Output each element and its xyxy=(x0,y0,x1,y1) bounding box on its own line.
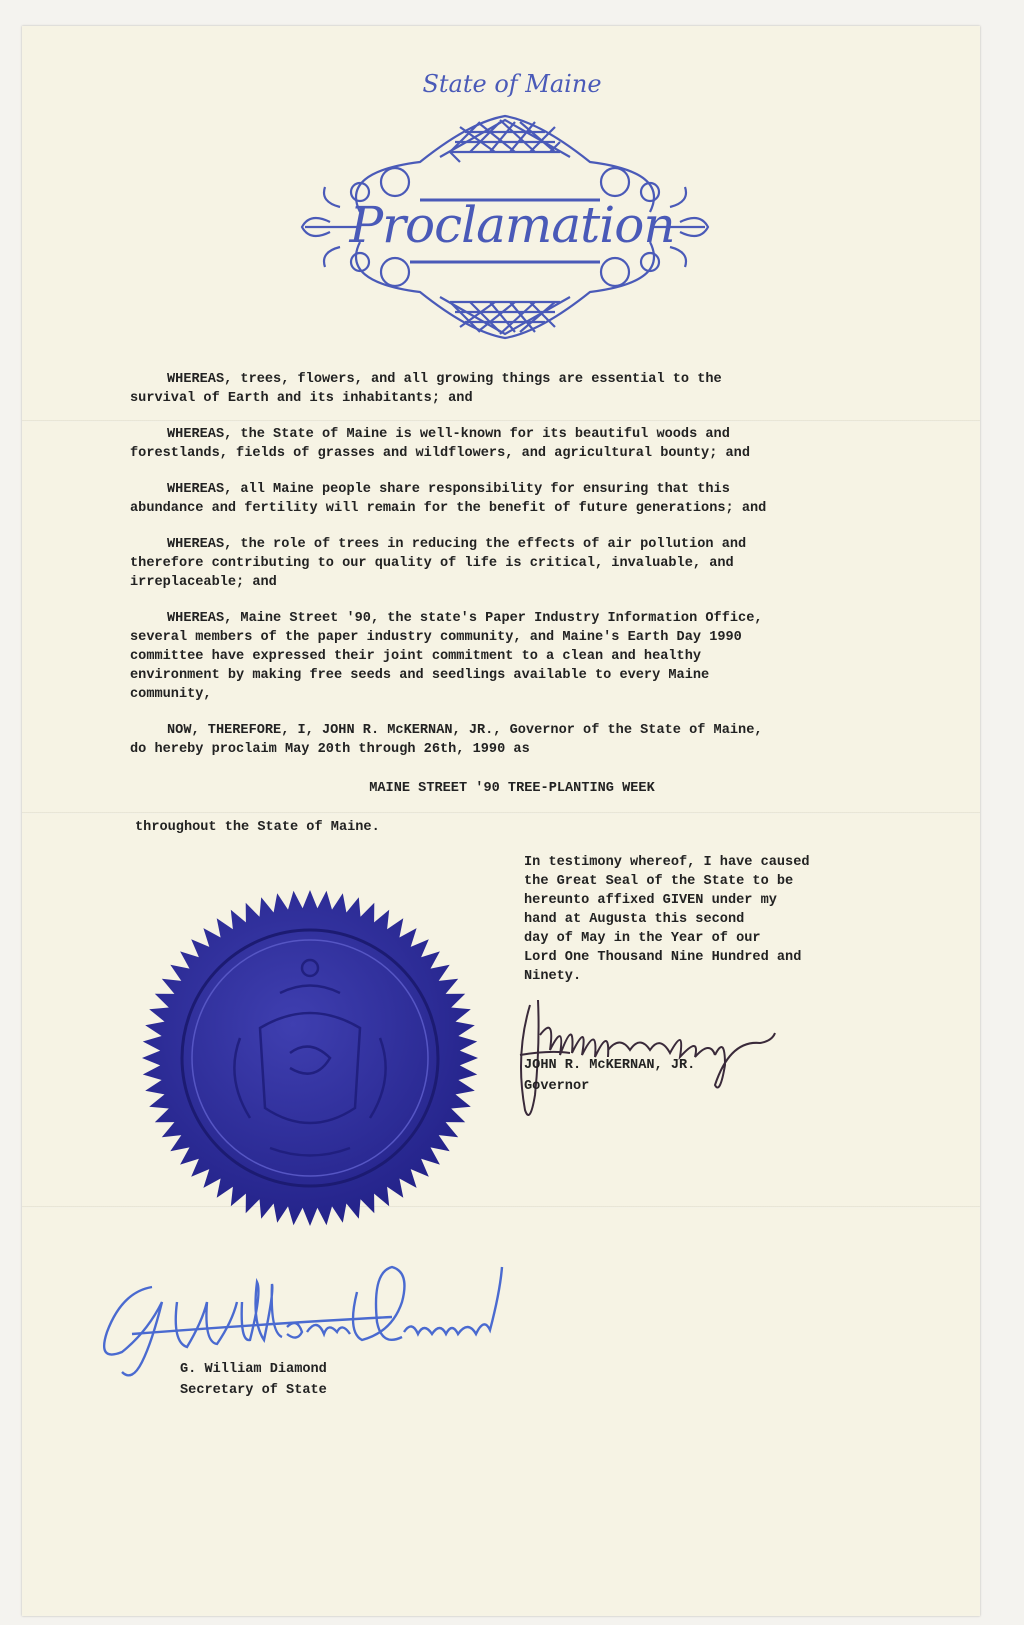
whereas-paragraph: WHEREAS, the role of trees in reducing the effects of air pollution and therefore contributing to our quality of life is critical, invaluable, and irreplaceable; and xyxy=(130,537,747,590)
whereas-paragraph: WHEREAS, the State of Maine is well-known for its beautiful woods and forestlands, fields of grasses and wildflowers, and agricultural bounty; and xyxy=(130,427,750,461)
governor-title: Governor xyxy=(524,1079,590,1094)
testimony-block: In testimony whereof, I have caused the Great Seal of the State to be hereunto affixed GIVEN under my hand at Augusta this second day of May in the Year of our Lord One Thousand Nine Hundred and Ninety. xyxy=(524,855,810,984)
proclamation-paragraph: NOW, THEREFORE, I, JOHN R. McKERNAN, JR., Governor of the State of Maine, do hereby proclaim May 20th through 26th, 1990 as xyxy=(130,723,763,757)
governor-name: JOHN R. McKERNAN, JR. xyxy=(524,1058,696,1073)
throughout-line: throughout the State of Maine. xyxy=(135,820,380,835)
whereas-paragraph: WHEREAS, all Maine people share responsibility for ensuring that this abundance and fertility will remain for the benefit of future generations; and xyxy=(130,482,767,516)
paper-fold-line xyxy=(22,812,980,814)
great-seal-icon xyxy=(140,888,480,1228)
secretary-title: Secretary of State xyxy=(180,1383,327,1398)
whereas-paragraph: WHEREAS, Maine Street '90, the state's Paper Industry Information Office, several members of the paper industry community, and Maine's Earth Day 1990 committee have expressed their joint commitment to a clean and healthy environment by making free seeds and seedlings available to every Maine community, xyxy=(130,611,763,702)
proclaimed-week: MAINE STREET '90 TREE-PLANTING WEEK xyxy=(369,781,655,796)
proclamation-title: Proclamation xyxy=(349,196,675,254)
whereas-clauses xyxy=(130,370,870,776)
secretary-name: G. William Diamond xyxy=(180,1362,327,1377)
state-heading: State of Maine xyxy=(422,70,602,98)
whereas-paragraph: WHEREAS, trees, flowers, and all growing things are essential to the survival of Earth and its inhabitants; and xyxy=(130,372,722,406)
